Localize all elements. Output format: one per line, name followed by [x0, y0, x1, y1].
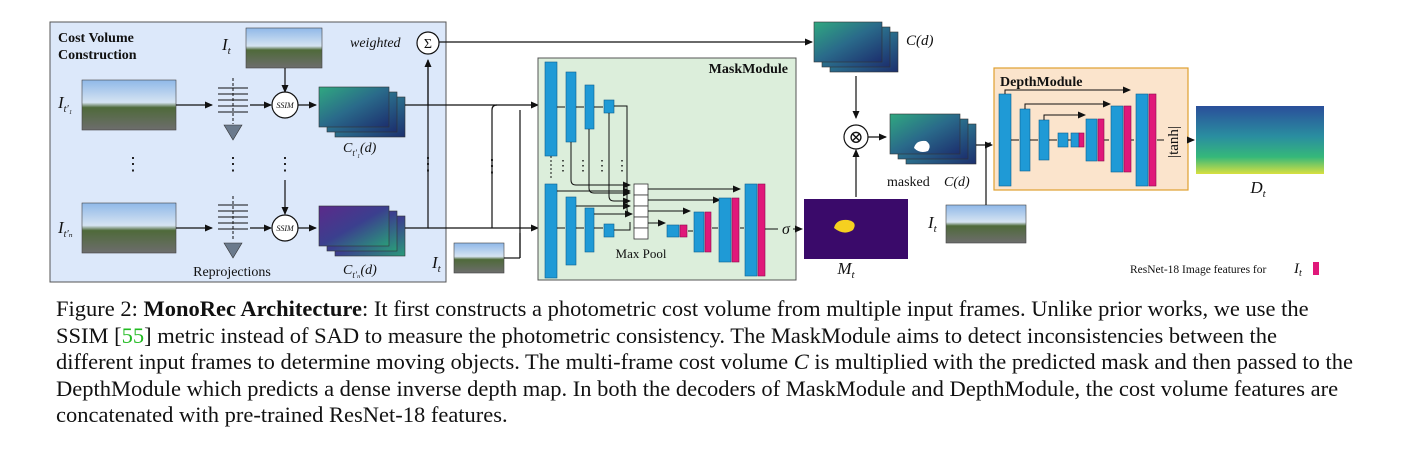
- label-cvoln: $C_{t'_n}(d)$: [343, 263, 377, 280]
- caption-part3: is multiplied with the predicted mask and then passed to the DepthModule which predicts a dense inverse depth map. In both the decoders of MaskModule and DepthModule, the cost volume features are concatenated with pre-trained ResNet-18 features.: [56, 349, 1354, 427]
- label-it-depth: $I_t$: [928, 213, 937, 235]
- cost-volume-stack-1: [319, 87, 405, 137]
- cost-volume-title-line2: Construction: [58, 48, 137, 63]
- caption-math-c: C: [793, 349, 809, 374]
- label-mt: $M_t$: [837, 259, 855, 281]
- max-pool-block: [634, 184, 648, 239]
- svg-text:SSIM: SSIM: [276, 101, 294, 110]
- label-reprojections: Reprojections: [193, 265, 271, 280]
- svg-text:⋮: ⋮: [483, 156, 501, 176]
- label-cvol1: $C_{t'_1}(d)$: [343, 141, 377, 158]
- caption-citation-link[interactable]: 55: [121, 322, 145, 348]
- image-itn: [82, 203, 176, 253]
- svg-text:⋮: ⋮: [576, 159, 590, 174]
- label-it1: $I_{t'_1}$: [58, 93, 73, 115]
- image-it1: [82, 80, 176, 130]
- cost-volume-title-line1: Cost Volume: [58, 31, 134, 46]
- svg-text:⋮: ⋮: [276, 154, 294, 174]
- max-pool-label: Max Pool: [615, 246, 667, 261]
- image-it-depth: [946, 205, 1026, 243]
- svg-text:⋮: ⋮: [419, 154, 437, 174]
- svg-text:⋮: ⋮: [124, 154, 142, 174]
- cost-volume-stack-n: [319, 206, 405, 256]
- image-it-top: [246, 28, 322, 68]
- legend-symbol: $I_t$: [1294, 261, 1302, 279]
- legend-swatch: [1313, 262, 1319, 275]
- sigma-label: σ: [782, 221, 790, 238]
- caption-part1: : It first constructs a photometric cost volume from multiple input frames. Unlike prior works, we use the SSIM [: [56, 296, 1309, 348]
- caption-prefix: Figure 2:: [56, 296, 144, 321]
- svg-text:⋮: ⋮: [615, 159, 629, 174]
- svg-text:⋮: ⋮: [556, 159, 570, 174]
- mask-mt-image: [804, 199, 908, 259]
- svg-text:Σ: Σ: [423, 37, 433, 52]
- masked-label: masked: [887, 175, 930, 190]
- legend-text: ResNet-18 Image features for: [1130, 264, 1267, 276]
- depth-map-dt: [1196, 106, 1324, 174]
- label-cd: C(d): [906, 33, 934, 49]
- svg-text:⋮: ⋮: [595, 159, 609, 174]
- label-itn: $I_{t'_n}$: [58, 218, 73, 240]
- svg-text:⊗: ⊗: [848, 127, 864, 147]
- mask-module-title: MaskModule: [708, 62, 788, 77]
- depth-module-title: DepthModule: [1000, 75, 1083, 90]
- caption-bold: MonoRec Architecture: [143, 296, 362, 321]
- svg-text:⋮: ⋮: [224, 154, 242, 174]
- image-it-bottom: [454, 243, 504, 273]
- svg-text:SSIM: SSIM: [276, 224, 294, 233]
- cd-volume-stack: [814, 22, 898, 72]
- label-dt: $D_t$: [1250, 178, 1266, 200]
- tanh-label: |tanh|: [1166, 126, 1182, 158]
- label-it-bottom: $I_t$: [432, 253, 441, 275]
- caption-part2: ] metric instead of SAD to measure the photometric consistency. The MaskModule aims to detect inconsistencies between the different input frames to determine moving objects. The multi-frame cost volume: [56, 322, 1277, 374]
- masked-cd-stack: [890, 114, 976, 164]
- label-it-top: $I_t$: [222, 35, 231, 57]
- weighted-label: weighted: [350, 36, 401, 51]
- masked-cd-label: C(d): [944, 175, 970, 190]
- figure-caption: [56, 296, 1356, 429]
